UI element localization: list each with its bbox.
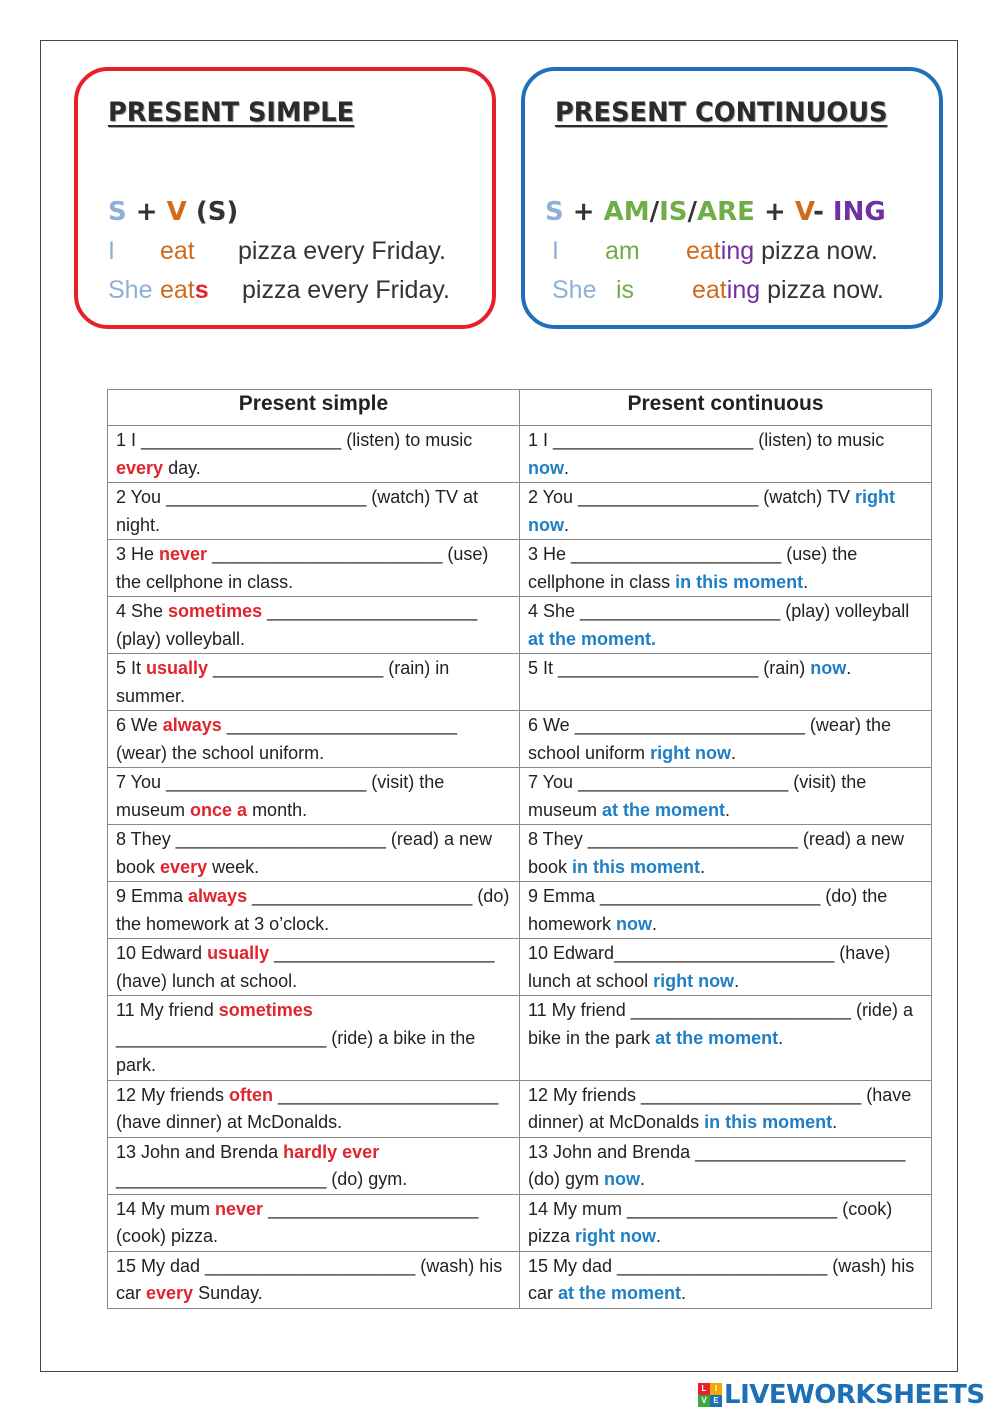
exercise-cell-continuous [520, 882, 932, 939]
exercise-text: ______________________ (have dinner) at McDonalds. [116, 1084, 499, 1132]
table-row [108, 540, 932, 597]
example-rest: pizza now. [754, 237, 878, 265]
exercise-text: 8 They _____________________ (read) a new book [116, 829, 492, 877]
present-simple-example-1 [108, 237, 446, 266]
example-rest: pizza every Friday. [242, 276, 450, 304]
time-keyword: often [229, 1084, 274, 1105]
exercise-text: 1 I ____________________ (listen) to music [528, 430, 885, 450]
exercise-cell-simple [108, 540, 520, 597]
exercise-text: . [681, 1283, 687, 1303]
exercise-cell-continuous [520, 768, 932, 825]
exercise-cell-continuous [520, 483, 932, 540]
formula-suffix: (S) [195, 197, 239, 227]
time-keyword: now [528, 457, 564, 478]
exercise-text: 2 You ____________________ (watch) TV at night. [116, 487, 478, 535]
exercise-cell-simple [108, 768, 520, 825]
exercise-text: 12 My friends [116, 1084, 230, 1105]
table-row [108, 1137, 932, 1194]
time-keyword: right now [528, 487, 895, 535]
table-body [108, 426, 932, 1309]
exercise-text: _______________________ (wear) the school uniform. [116, 715, 457, 763]
present-continuous-title: PRESENT CONTINUOUS [555, 97, 888, 128]
header-present-continuous: Present continuous [520, 390, 932, 426]
time-keyword: at the moment [602, 799, 726, 820]
exercise-cell-simple [108, 1080, 520, 1137]
example-aux: is [616, 276, 635, 304]
example-verb-base: eat [692, 276, 727, 304]
present-continuous-box [521, 67, 943, 329]
exercise-text: 12 My friends ______________________ (have dinner) at McDonalds [528, 1084, 912, 1132]
time-keyword: in this moment [675, 571, 804, 592]
example-verb-base: eat [686, 237, 721, 265]
exercise-text: _____________________ (ride) a bike in the park. [116, 1027, 476, 1075]
example-subject: I [108, 237, 115, 265]
time-keyword: always [162, 715, 222, 735]
exercise-cell-simple [108, 825, 520, 882]
header-present-simple: Present simple [108, 390, 520, 426]
exercise-text: _____________________ (do) gym. [116, 1169, 408, 1189]
formula-ing: ING [832, 197, 886, 227]
exercise-cell-continuous [520, 426, 932, 483]
time-keyword: at the moment. [528, 628, 657, 649]
exercise-text: _____________________ (cook) pizza. [116, 1198, 479, 1246]
table-row [108, 882, 932, 939]
exercise-text: 7 You ____________________ (visit) the museum [116, 772, 445, 820]
exercise-text: Sunday. [193, 1283, 263, 1303]
exercise-text: 4 She [116, 601, 169, 621]
exercise-text: 14 My mum _____________________ (cook) pizza [528, 1198, 893, 1246]
exercise-cell-continuous [520, 597, 932, 654]
table-row [108, 996, 932, 1081]
exercise-text: 13 John and Brenda _____________________ (do) gym [528, 1141, 906, 1189]
example-aux: am [605, 237, 640, 265]
exercise-cell-simple [108, 654, 520, 711]
present-simple-box [74, 67, 496, 329]
exercise-text: 3 He _____________________ (use) the cellphone in class [528, 544, 858, 592]
exercise-text: . [803, 571, 809, 592]
exercise-text: week. [207, 856, 260, 877]
time-keyword: never [159, 544, 208, 564]
exercise-cell-simple [108, 1194, 520, 1251]
exercise-text: 14 My mum [116, 1198, 216, 1219]
table-row [108, 711, 932, 768]
time-keyword: every [160, 856, 208, 877]
table-row [108, 825, 932, 882]
exercise-cell-simple [108, 996, 520, 1081]
exercise-text: day. [163, 457, 201, 478]
exercise-text: 2 You __________________ (watch) TV [528, 487, 855, 507]
time-keyword: right now [575, 1226, 657, 1246]
exercise-text: 5 It ____________________ (rain) [528, 658, 811, 678]
exercise-text: 6 We [116, 715, 163, 735]
exercise-text: 11 My friend ______________________ (ride) a bike in the park [528, 1000, 913, 1048]
present-simple-example-2 [108, 276, 450, 305]
example-verb-suffix: s [194, 276, 209, 304]
logo-mark-letter: V [698, 1395, 710, 1407]
formula-verb: V [166, 197, 187, 227]
exercise-text: 7 You _____________________ (visit) the museum [528, 772, 867, 820]
example-subject: I [552, 237, 559, 265]
formula-space [187, 197, 196, 227]
example-verb-suffix: ing [720, 237, 755, 265]
time-keyword: at the moment [655, 1027, 779, 1048]
exercise-text: 10 Edward______________________ (have) lunch at school [528, 943, 891, 991]
time-keyword: now [810, 658, 847, 678]
exercise-text: 9 Emma [116, 886, 189, 906]
logo-mark-letter: I [710, 1383, 722, 1395]
exercise-text: 6 We _______________________ (wear) the school uniform [528, 715, 891, 763]
exercise-text: 1 I ____________________ (listen) to music [116, 430, 473, 450]
exercise-cell-simple [108, 597, 520, 654]
exercise-text: 10 Edward [116, 943, 208, 963]
time-keyword: in this moment [704, 1112, 833, 1132]
formula-plus: + [563, 197, 604, 227]
time-keyword: usually [207, 943, 270, 963]
exercise-cell-continuous [520, 711, 932, 768]
formula-am: AM [603, 197, 650, 227]
time-keyword: right now [650, 742, 732, 763]
exercise-text: . [564, 457, 570, 478]
exercise-cell-continuous [520, 540, 932, 597]
present-continuous-formula [545, 197, 886, 227]
formula-dash: - [813, 197, 833, 227]
exercise-cell-continuous [520, 1080, 932, 1137]
formula-plus: + [754, 197, 795, 227]
exercise-text: . [846, 658, 852, 678]
table-row [108, 1194, 932, 1251]
exercise-text: 9 Emma ______________________ (do) the homework [528, 886, 888, 934]
example-subject: She [552, 276, 597, 304]
liveworksheets-logo [698, 1381, 985, 1409]
exercise-text: _________________ (rain) in summer. [116, 658, 450, 706]
formula-subject: S [545, 197, 564, 227]
exercise-cell-simple [108, 1251, 520, 1308]
exercise-text: . [564, 514, 570, 535]
time-keyword: right now [653, 970, 735, 991]
time-keyword: now [604, 1169, 641, 1189]
exercise-cell-simple [108, 939, 520, 996]
example-verb-base: eat [160, 276, 195, 304]
example-rest: pizza every Friday. [238, 237, 446, 265]
exercise-cell-continuous [520, 1251, 932, 1308]
exercise-text: ______________________ (have) lunch at school. [116, 943, 495, 991]
formula-plus: + [126, 197, 167, 227]
exercise-text: 15 My dad _____________________ (wash) his car [528, 1255, 915, 1303]
time-keyword: every [116, 457, 164, 478]
exercise-cell-continuous [520, 1194, 932, 1251]
time-keyword: never [215, 1198, 264, 1219]
table-row [108, 654, 932, 711]
time-keyword: sometimes [168, 601, 263, 621]
exercise-cell-continuous [520, 1137, 932, 1194]
exercise-text: . [652, 913, 658, 934]
exercise-text: . [656, 1226, 662, 1246]
table-row [108, 597, 932, 654]
exercise-cell-simple [108, 426, 520, 483]
formula-slash: / [687, 197, 698, 227]
exercise-text: 4 She ____________________ (play) volleyball [528, 601, 910, 621]
logo-mark-letter: E [710, 1395, 722, 1407]
present-continuous-example-2 [552, 276, 884, 305]
exercise-text: 13 John and Brenda [116, 1141, 284, 1162]
formula-are: ARE [697, 197, 755, 227]
time-keyword: now [616, 913, 653, 934]
exercise-text: . [731, 742, 737, 763]
exercise-cell-continuous [520, 996, 932, 1081]
example-subject: She [108, 276, 153, 304]
exercise-text: . [640, 1169, 646, 1189]
time-keyword: usually [146, 658, 209, 678]
exercise-cell-continuous [520, 825, 932, 882]
exercise-text: 8 They _____________________ (read) a new book [528, 829, 904, 877]
logo-mark-icon [698, 1383, 722, 1407]
exercise-table [107, 389, 932, 1309]
logo-text: LIVEWORKSHEETS [724, 1380, 985, 1410]
example-verb-suffix: ing [726, 276, 761, 304]
time-keyword: always [188, 886, 248, 906]
exercise-text: . [832, 1112, 838, 1132]
table-row [108, 1080, 932, 1137]
time-keyword: at the moment [558, 1283, 682, 1303]
exercise-text: month. [247, 799, 308, 820]
logo-mark-letter: L [698, 1383, 710, 1395]
formula-verb: V [794, 197, 814, 227]
table-row [108, 939, 932, 996]
present-simple-formula [108, 197, 238, 227]
example-rest: pizza now. [760, 276, 884, 304]
exercise-cell-simple [108, 483, 520, 540]
exercise-text: 15 My dad _____________________ (wash) his car [116, 1255, 503, 1303]
exercise-text: 11 My friend [116, 1000, 219, 1020]
exercise-text: _______________________ (use) the cellphone in class. [116, 544, 489, 592]
exercise-text: . [778, 1027, 784, 1048]
present-simple-title: PRESENT SIMPLE [108, 97, 355, 128]
formula-is: IS [659, 197, 688, 227]
exercise-cell-continuous [520, 939, 932, 996]
time-keyword: once a [190, 799, 248, 820]
time-keyword: every [146, 1283, 194, 1303]
exercise-text: . [700, 856, 706, 877]
table-row [108, 768, 932, 825]
table-row [108, 1251, 932, 1308]
exercise-cell-simple [108, 711, 520, 768]
formula-slash: / [649, 197, 660, 227]
exercise-text: ______________________ (do) the homework at 3 o’clock. [116, 886, 510, 934]
table-row [108, 426, 932, 483]
exercise-text: 3 He [116, 544, 160, 564]
table-row [108, 483, 932, 540]
time-keyword: sometimes [218, 1000, 313, 1020]
exercise-text: _____________________ (play) volleyball. [116, 601, 478, 649]
exercise-cell-simple [108, 1137, 520, 1194]
exercise-text: . [734, 970, 740, 991]
time-keyword: in this moment [572, 856, 701, 877]
example-verb: eat [160, 237, 195, 265]
exercise-cell-simple [108, 882, 520, 939]
table-header-row [108, 390, 932, 426]
exercise-cell-continuous [520, 654, 932, 711]
time-keyword: hardly ever [283, 1141, 380, 1162]
formula-subject: S [108, 197, 127, 227]
present-continuous-example-1 [552, 237, 878, 266]
exercise-text: . [725, 799, 731, 820]
exercise-text: 5 It [116, 658, 147, 678]
